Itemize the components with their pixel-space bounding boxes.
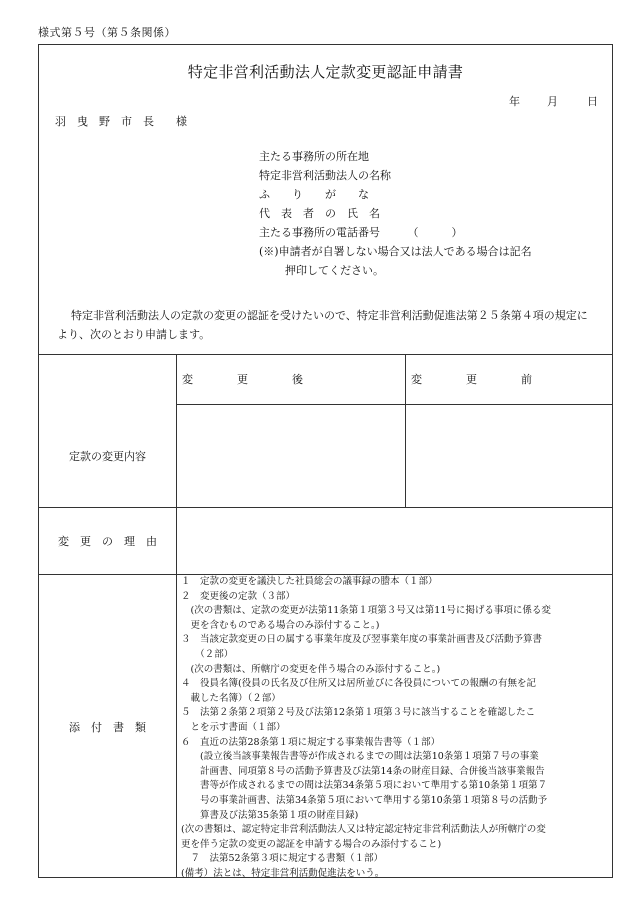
list-item: 更を伴う定款の変更の認証を申請する場合のみ添付すること) [181, 838, 442, 850]
field-representative-name: 代 表 者 の 氏 名 [259, 207, 380, 220]
applicant-fields [259, 148, 532, 281]
date-year: 年 [509, 95, 520, 108]
form-number-label: 様式第５号（第５条関係） [38, 26, 176, 39]
application-form [38, 44, 613, 878]
header-before: 変 更 前 [411, 373, 532, 386]
list-item: 載した名簿）（２部） [181, 692, 281, 704]
addressee: 羽 曳 野 市 長 様 [55, 115, 187, 128]
divider [176, 404, 612, 405]
column-divider [176, 354, 177, 878]
list-item: １ 定款の変更を議決した社員総会の議事録の謄本（１部） [181, 576, 438, 587]
list-item: ５ 法第２条第２項第２号及び法第12条第１項第３号に該当することを確認したこ [181, 707, 536, 719]
form-title: 特定非営利活動法人定款変更認証申請書 [187, 63, 464, 81]
label-attachments: 添 付 書 類 [69, 720, 146, 734]
list-item: 更を含むものである場合のみ添付すること。) [181, 619, 380, 631]
attachments-list [181, 575, 611, 881]
label-amendment-content: 定款の変更内容 [69, 449, 146, 463]
list-item: 号の事業計画書、法第34条第５項において準用する第10条第１項第８号の活動予 [181, 794, 548, 806]
date-day: 日 [587, 95, 598, 108]
field-furigana: ふ り が な [259, 188, 369, 201]
list-item: (備考）法とは、特定非営利活動促進法をいう。 [181, 867, 385, 879]
list-item: 書等が作成されるまでの間は法第34条第５項において準用する第10条第１項第７ [181, 780, 548, 792]
signature-note: (※)申請者が自署しない場合又は法人である場合は記名 [259, 245, 532, 258]
list-item: 計画書、同項第８号の活動予算書及び法第14条の財産目録、合併後当該事業報告 [181, 765, 545, 777]
signature-note-cont: 押印してください。 [285, 264, 384, 277]
list-item: 算書及び法第35条第１項の財産目録) [181, 809, 359, 821]
field-phone-number: 主たる事務所の電話番号 （ ） [259, 226, 463, 239]
list-item: (次の書類は、所轄庁の変更を伴う場合のみ添付すること。) [181, 663, 441, 675]
field-office-address: 主たる事務所の所在地 [259, 150, 369, 163]
list-item: ７ 法第52条第３項に規定する書類（１部） [181, 853, 384, 865]
label-amendment-reason: 変 更 の 理 由 [58, 534, 157, 548]
list-item: ２ 変更後の定款（３部） [181, 590, 296, 602]
list-item: ４ 役員名簿(役員の氏名及び住所又は居所並びに各役員についての報酬の有無を記 [181, 678, 537, 690]
list-item: ３ 当該定款変更の日の属する事業年度及び翌事業年度の事業計画書及び活動予算書 [181, 634, 543, 646]
list-item: とを示す書面（１部） [181, 721, 286, 733]
list-item: (次の書類は、認定特定非営利活動法人又は特定認定特定非営利活動法人が所轄庁の変 [181, 824, 546, 836]
field-corporation-name: 特定非営利活動法人の名称 [259, 169, 391, 182]
list-item: ６ 直近の法第28条第１項に規定する事業報告書等（１部） [181, 736, 441, 748]
header-after: 変 更 後 [182, 373, 303, 386]
list-item: (設立後当該事業報告書等が作成されるまでの間は法第10条第１項第７号の事業 [181, 751, 539, 763]
date-month: 月 [547, 95, 558, 108]
list-item: （２部） [181, 648, 234, 660]
list-item: (次の書類は、定款の変更が法第11条第１項第３号又は第11号に掲げる事項に係る変 [181, 605, 551, 617]
application-statement: 特定非営利活動法人の定款の変更の認証を受けたいので、特定非営利活動促進法第２５条第４項の規定により、次のとおり申請します。 [57, 309, 588, 341]
